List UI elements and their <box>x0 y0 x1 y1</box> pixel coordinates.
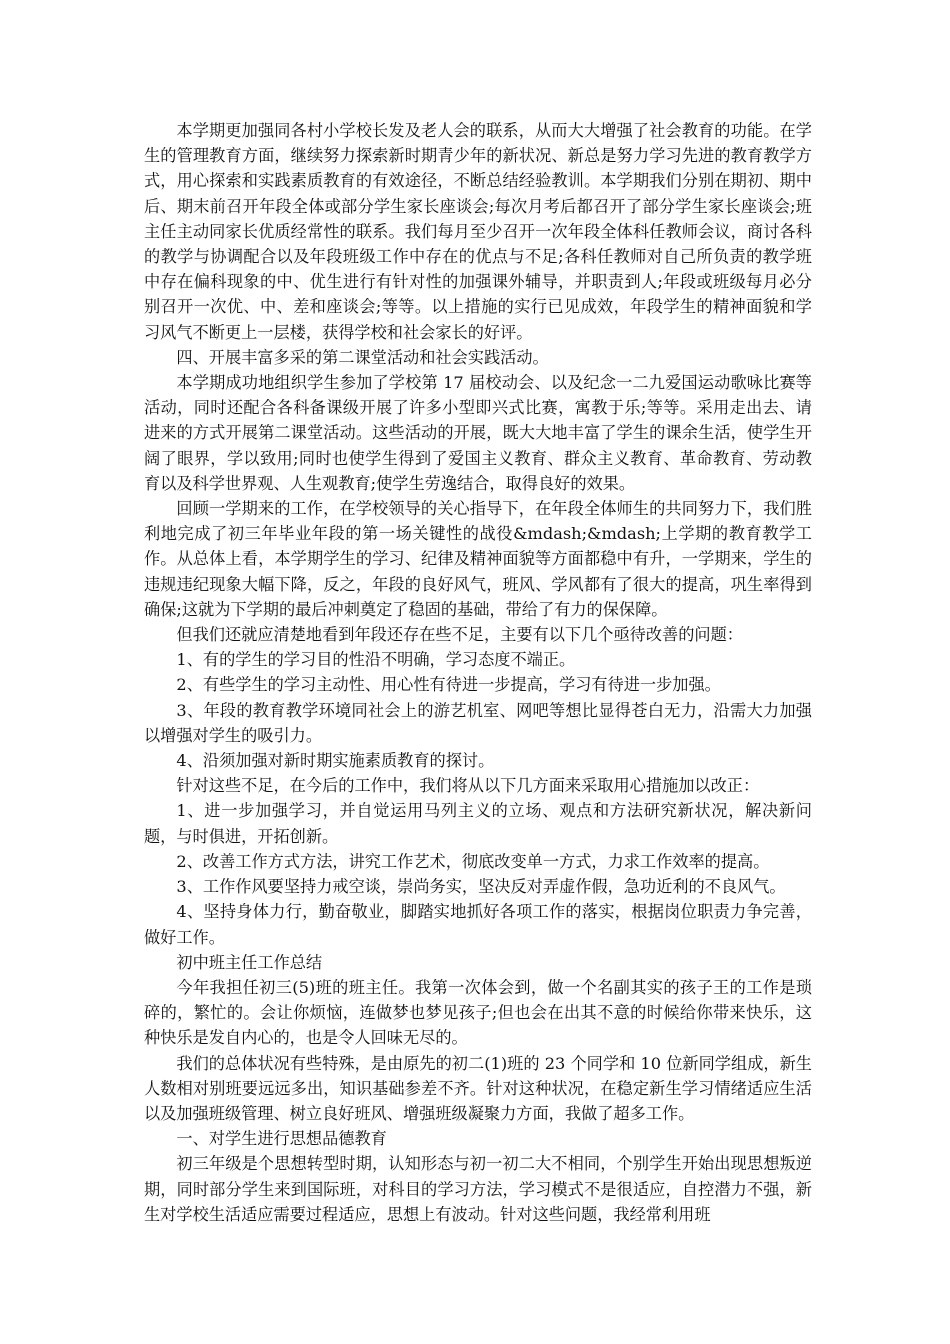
list-item: 1、进一步加强学习，并自觉运用马列主义的立场、观点和方法研究新状况，解决新问题，与时俱进，开拓创新。 <box>144 801 812 846</box>
list-item: 3、工作作风要坚持力戒空谈，崇尚务实，坚决反对弄虚作假，急功近利的不良风气。 <box>176 877 786 897</box>
section-heading: 四、开展丰富多采的第二课堂活动和社会实践活动。 <box>176 347 549 367</box>
paragraph: 但我们还就应清楚地看到年段还存在些不足，主要有以下几个亟待改善的问题： <box>176 625 743 645</box>
list-item: 3、年段的教育教学环境同社会上的游艺机室、网吧等想比显得苍白无力，沿需大力加强以增强对学生的吸引力。 <box>144 700 812 745</box>
list-item: 4、坚持身体力行，勤奋敬业，脚踏实地抓好各项工作的落实，根据岗位职责力争完善，做好工作。 <box>144 902 812 947</box>
section-heading: 一、对学生进行思想品德教育 <box>176 1129 387 1149</box>
paragraph: 本学期成功地组织学生参加了学校第 17 届校动会、以及纪念一二九爱国运动歌咏比赛等活动，同时还配合各科备课级开展了许多小型即兴式比赛，寓教于乐;等等。采用走出去、请进来的方式开展第二课堂活动。这些活动的开展，既大大地丰富了学生的课余生活，使学生开阔了眼界，学以致用;同时也使学生得到了爱国主义教育、群众主义教育、革命教育、劳动教育以及科学世界观、人生观教育;使学生劳逸结合，取得良好的效果。 <box>144 373 812 493</box>
list-item: 1、有的学生的学习目的性沿不明确，学习态度不端正。 <box>176 650 576 670</box>
paragraph: 本学期更加强同各村小学校长发及老人会的联系，从而大大增强了社会教育的功能。在学生的管理教育方面，继续努力探索新时期青少年的新状况、新总是努力学习先进的教育教学方式，用心探索和实践素质教育的有效途径，不断总结经验教训。本学期我们分别在期初、期中后、期末前召开年段全体或部分学生家长座谈会;每次月考后都召开了部分学生家长座谈会;班主任主动同家长优质经常性的联系。我们每月至少召开一次年段全体科任教师会议，商讨各科的教学与协调配合以及年段班级工作中存在的优点与不足;各科任教师对自己所负责的教学班中存在偏科现象的中、优生进行有针对性的加强课外辅导，并职责到人;年段或班级每月必分别召开一次优、中、差和座谈会;等等。以上措施的实行已见成效，年段学生的精神面貌和学习风气不断更上一层楼，获得学校和社会家长的好评。 <box>144 121 812 342</box>
list-item: 4、沿须加强对新时期实施素质教育的探讨。 <box>176 751 495 771</box>
paragraph: 回顾一学期来的工作，在学校领导的关心指导下，在年段全体师生的共同努力下，我们胜利地完成了初三年毕业年段的第一场关键性的战役&mdash;&mdash;上学期的教育教学工作。从总体上看，本学期学生的学习、纪律及精神面貌等方面都稳中有升，一学期来，学生的违规违纪现象大幅下降，反之，年段的良好风气，班风、学风都有了很大的提高，巩生率得到确保;这就为下学期的最后冲刺奠定了稳固的基础，带给了有力的保保障。 <box>144 499 812 619</box>
list-item: 2、有些学生的学习主动性、用心性有待进一步提高，学习有待进一步加强。 <box>176 675 721 695</box>
document-title: 初中班主任工作总结 <box>176 952 323 972</box>
paragraph: 今年我担任初三(5)班的班主任。我第一次体会到，做一个名副其实的孩子王的工作是琐碎的，繁忙的。会让你烦恼，连做梦也梦见孩子;但也会在出其不意的时候给你带来快乐，这种快乐是发自内心的，也是令人回味无尽的。 <box>144 977 812 1048</box>
paragraph: 初三年级是个思想转型时期，认知形态与初一初二大不相同，个别学生开始出现思想叛逆期，同时部分学生来到国际班，对科目的学习方法，学习模式不是很适应，自控潜力不强，新生对学校生活适应需要过程适应，思想上有波动。针对这些问题，我经常利用班 <box>144 1154 812 1224</box>
document-body <box>144 118 812 1227</box>
paragraph: 我们的总体状况有些特殊，是由原先的初二(1)班的 23 个同学和 10 位新同学组成，新生人数相对别班要远远多出，知识基础参差不齐。针对这种状况，在稳定新生学习情绪适应生活以及加强班级管理、树立良好班风、增强班级凝聚力方面，我做了超多工作。 <box>144 1053 812 1123</box>
paragraph: 针对这些不足，在今后的工作中，我们将从以下几方面来采取用心措施加以改正： <box>176 776 760 796</box>
list-item: 2、改善工作方式方法，讲究工作艺术，彻底改变单一方式，力求工作效率的提高。 <box>176 851 770 871</box>
